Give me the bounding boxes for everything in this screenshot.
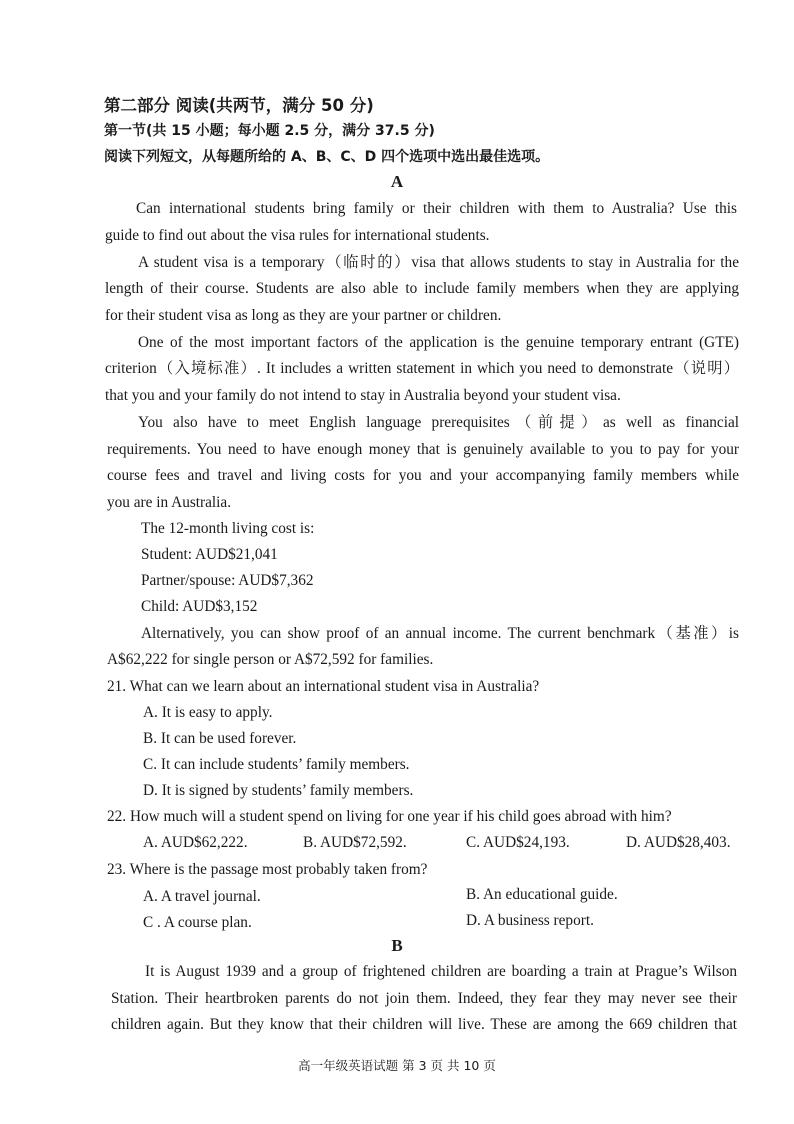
passage-a-line: length of their course. Students are also able to include family members when they are applying (105, 280, 739, 297)
question-21-stem: 21. What can we learn about an international student visa in Australia? (107, 678, 540, 695)
question-23-option-b: B. An educational guide. (466, 886, 618, 903)
question-23-option-d: D. A business report. (466, 912, 594, 929)
living-cost-partner: Partner/spouse: AUD$7,362 (141, 572, 314, 589)
passage-a-line: A$62,222 for single person or A$72,592 for families. (107, 651, 434, 668)
question-23-stem: 23. Where is the passage most probably taken from? (107, 861, 428, 878)
passage-b-line: children again. But they know that their children will live. These are among the 669 children that (111, 1016, 737, 1033)
page-footer: 高一年级英语试题 第 3 页 共 10 页 (298, 1058, 496, 1073)
question-23-option-c: C . A course plan. (143, 914, 252, 931)
passage-a-line: Alternatively, you can show proof of an annual income. The current benchmark（基准）is (141, 625, 739, 642)
question-22-option-d: D. AUD$28,403. (626, 834, 731, 851)
passage-a-line: One of the most important factors of the application is the genuine temporary entrant (GTE) (138, 334, 739, 351)
passage-a-line: criterion（入境标准）. It includes a written statement in which you need to demonstrate（说明） (105, 360, 739, 377)
passage-a-line: you are in Australia. (107, 494, 232, 511)
living-cost-child: Child: AUD$3,152 (141, 598, 258, 615)
passage-b-label: B (391, 936, 403, 955)
passage-b-line: Station. Their heartbroken parents do not join them. Indeed, they fear they may never see their (111, 990, 737, 1007)
section-heading: 第一节(共 15 小题；每小题 2.5 分，满分 37.5 分) (104, 123, 435, 139)
question-21-option-b: B. It can be used forever. (143, 730, 297, 747)
question-22-option-b: B. AUD$72,592. (303, 834, 407, 851)
instructions: 阅读下列短文，从每题所给的 A、B、C、D 四个选项中选出最佳选项。 (104, 149, 550, 165)
passage-a-line: You also have to meet English language prerequisites（前提）as well as financial (138, 414, 739, 431)
question-23-option-a: A. A travel journal. (143, 888, 261, 905)
passage-a-line: requirements. You need to have enough money that is genuinely available to you to pay for your (107, 441, 739, 458)
living-cost-student: Student: AUD$21,041 (141, 546, 278, 563)
question-22-option-a: A. AUD$62,222. (143, 834, 248, 851)
passage-a-label: A (390, 172, 404, 191)
passage-b-line: It is August 1939 and a group of frightened children are boarding a train at Prague’s Wilson (145, 963, 737, 980)
question-22-stem: 22. How much will a student spend on living for one year if his child goes abroad with him? (107, 808, 672, 825)
question-21-option-c: C. It can include students’ family members. (143, 756, 410, 773)
passage-a-line: course fees and travel and living costs for you and your accompanying family members while (107, 467, 739, 484)
passage-a-line: Can international students bring family or their children with them to Australia? Use this (136, 200, 737, 217)
passage-a-line: A student visa is a temporary（临时的）visa that allows students to stay in Australia for the (138, 254, 739, 271)
question-21-option-d: D. It is signed by students’ family members. (143, 782, 414, 799)
passage-a-line: that you and your family do not intend to stay in Australia beyond your student visa. (105, 387, 621, 404)
question-22-option-c: C. AUD$24,193. (466, 834, 570, 851)
part-heading: 第二部分 阅读(共两节，满分 50 分) (104, 96, 374, 115)
passage-a-line: guide to find out about the visa rules for international students. (105, 227, 490, 244)
living-cost-heading: The 12-month living cost is: (141, 520, 315, 537)
question-21-option-a: A. It is easy to apply. (143, 704, 273, 721)
passage-a-line: for their student visa as long as they are your partner or children. (105, 307, 502, 324)
